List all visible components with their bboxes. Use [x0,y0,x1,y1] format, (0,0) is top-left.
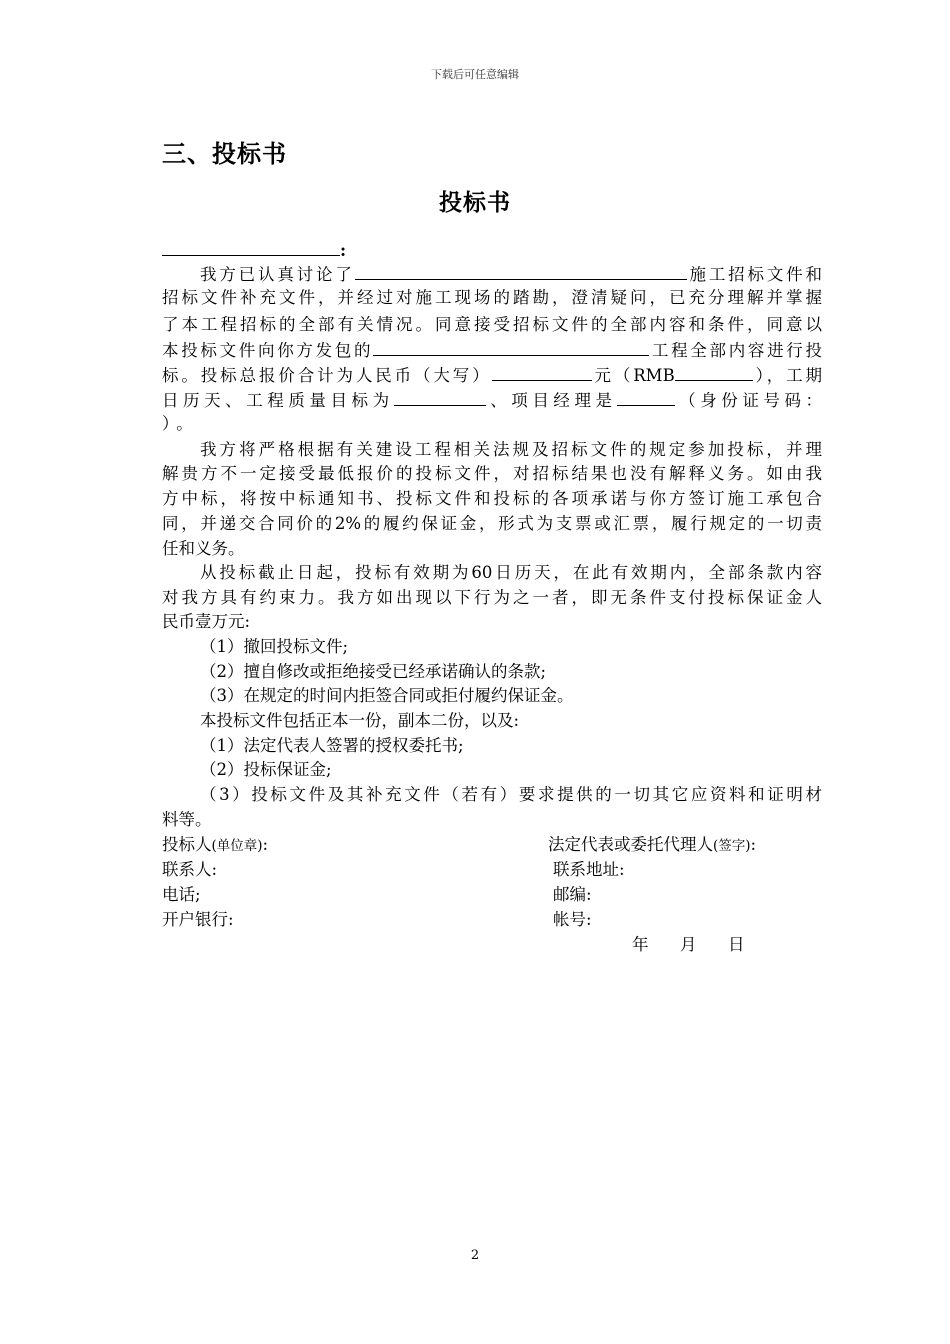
attachment-item-2: （2）投标保证金; [200,760,332,779]
p3-line-3: 民币壹万元: [162,612,251,631]
p2-line-5: 任和义务。 [162,539,245,558]
contract-scope-blank [373,338,649,356]
document-title: 投标书 [439,190,511,216]
penalty-item-1: （1）撤回投标文件; [200,637,349,656]
account-label: 帐号: [553,910,592,929]
contact-label: 联系人: [162,860,218,879]
page-number: 2 [470,1248,480,1263]
addressee-line [162,238,822,263]
p2-line-1: 我方将严格根据有关建设工程相关法规及招标文件的规定参加投标，并理 [200,440,822,459]
p4-line: 本投标文件包括正本一份，副本二份，以及: [200,711,520,730]
p1-line-4: 本投标文件向你方发包的 工程全部内容进行投 [162,338,822,363]
quality-blank [394,388,486,406]
p2-line-4: 同，并递交合同价的2%的履约保证金，形式为支票或汇票，履行规定的一切责 [162,514,822,533]
manager-blank [617,388,675,406]
section-heading: 三、投标书 [162,140,287,168]
p1-line-1: 我方已认真讨论了 施工招标文件和 [162,262,822,287]
p1-line-3: 了本工程招标的全部有关情况。同意接受招标文件的全部内容和条件，同意以 [162,315,822,334]
p1-line-5: 标。投标总报价合计为人民币（大写） 元（RMB ），工期 [162,363,822,388]
price-rmb-blank [675,363,753,381]
penalty-item-2: （2）擅自修改或拒绝接受已经承诺确认的条款; [200,662,547,681]
date-day: 日 [728,935,745,954]
project-name-blank [355,262,687,280]
p1-line-6: 日历天、工程质量目标为 、项目经理是 （身份证号码： [162,388,822,413]
price-words-blank [492,363,592,381]
p2-line-2: 解贵方不一定接受最低报价的投标文件，对招标结果也没有解释义务。如由我 [162,464,822,483]
date-month: 月 [680,935,697,954]
page-header: 下载后可任意编辑 [431,68,519,81]
attachment-item-3: （3）投标文件及其补充文件（若有）要求提供的一切其它应资料和证明材 [200,785,822,804]
addressee-colon: : [340,241,347,260]
date-year: 年 [632,935,649,954]
p3-line-1: 从投标截止日起，投标有效期为60日历天，在此有效期内，全部条款内容 [200,563,822,582]
representative-label: 法定代表或委托代理人(签字): [548,835,757,854]
p1-line-7: ）。 [162,414,199,433]
p1-line-2: 招标文件补充文件，并经过对施工现场的踏勘，澄清疑问，已充分理解并掌握 [162,288,822,307]
addressee-blank [162,238,340,256]
attachment-item-1: （1）法定代表人签署的授权委托书; [200,736,464,755]
address-label: 联系地址: [553,860,625,879]
p2-line-3: 方中标，将按中标通知书、投标文件和投标的各项承诺与你方签订施工承包合 [162,489,822,508]
postcode-label: 邮编: [553,885,592,904]
attachment-item-3-cont: 料等。 [162,810,212,829]
bank-label: 开户银行: [162,910,234,929]
phone-label: 电话; [162,885,201,904]
p3-line-2: 对我方具有约束力。我方如出现以下行为之一者，即无条件支付投标保证金人 [162,588,822,607]
bidder-label: 投标人(单位章): [162,835,269,854]
penalty-item-3: （3）在规定的时间内拒签合同或拒付履约保证金。 [200,686,574,705]
